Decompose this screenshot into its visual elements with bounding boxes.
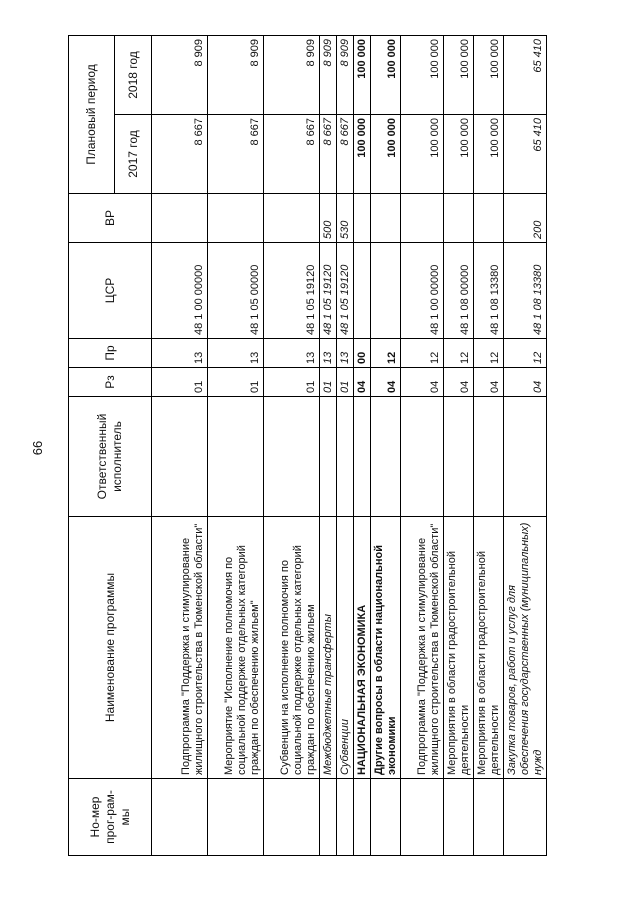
pr-cell: 13 <box>264 339 320 368</box>
vr-cell <box>371 194 401 243</box>
value-2018-cell: 8 909 <box>337 35 354 114</box>
vr-cell <box>474 194 504 243</box>
value-2017-cell: 8 667 <box>208 115 264 194</box>
vr-cell: 200 <box>504 194 547 243</box>
value-2018-cell: 8 909 <box>264 35 320 114</box>
table-row <box>337 35 354 855</box>
csr-cell: 48 1 00 00000 <box>152 243 208 339</box>
value-2017-cell: 100 000 <box>444 115 474 194</box>
program-name-cell: Мероприятия в области градостроительной деятельности <box>474 517 504 779</box>
vr-cell <box>264 194 320 243</box>
row-number-cell <box>320 779 337 856</box>
budget-table <box>68 35 547 856</box>
rz-cell: 01 <box>264 368 320 397</box>
value-2017-cell: 100 000 <box>401 115 444 194</box>
pr-cell: 13 <box>320 339 337 368</box>
row-number-cell <box>337 779 354 856</box>
header-planning-period: Плановый период <box>69 35 115 193</box>
header-rz: Рз <box>69 368 152 397</box>
row-number-cell <box>264 779 320 856</box>
csr-cell: 48 1 05 19120 <box>337 243 354 339</box>
pr-cell: 12 <box>371 339 401 368</box>
executor-cell <box>504 397 547 517</box>
vr-cell <box>444 194 474 243</box>
program-name-cell: Межбюджетные трансферты <box>320 517 337 779</box>
program-name-cell: Подпрограмма "Поддержка и стимулирование жилищного строительства в Тюменской области" <box>152 517 208 779</box>
executor-cell <box>337 397 354 517</box>
header-executor: Ответственный исполнитель <box>69 397 152 517</box>
table-row <box>320 35 337 855</box>
program-name-cell: Другие вопросы в области национальной экономики <box>371 517 401 779</box>
value-2017-cell: 8 667 <box>337 115 354 194</box>
rz-cell: 01 <box>208 368 264 397</box>
table-body <box>152 35 547 855</box>
executor-cell <box>444 397 474 517</box>
table-row <box>264 35 320 855</box>
rz-cell: 01 <box>320 368 337 397</box>
value-2018-cell: 8 909 <box>208 35 264 114</box>
csr-cell: 48 1 05 00000 <box>208 243 264 339</box>
rz-cell: 01 <box>152 368 208 397</box>
rz-cell: 04 <box>354 368 371 397</box>
rotated-page <box>68 36 628 856</box>
vr-cell <box>152 194 208 243</box>
value-2017-cell: 8 667 <box>152 115 208 194</box>
value-2017-cell: 8 667 <box>264 115 320 194</box>
rz-cell: 01 <box>337 368 354 397</box>
rz-cell: 04 <box>401 368 444 397</box>
csr-cell: 48 1 08 13380 <box>474 243 504 339</box>
value-2017-cell: 8 667 <box>320 115 337 194</box>
value-2018-cell: 100 000 <box>444 35 474 114</box>
pr-cell: 12 <box>504 339 547 368</box>
row-number-cell <box>371 779 401 856</box>
rz-cell: 04 <box>474 368 504 397</box>
program-name-cell: Субвенции <box>337 517 354 779</box>
table-row <box>444 35 474 855</box>
pr-cell: 13 <box>152 339 208 368</box>
executor-cell <box>320 397 337 517</box>
vr-cell <box>401 194 444 243</box>
rz-cell: 04 <box>371 368 401 397</box>
program-name-cell: НАЦИОНАЛЬНАЯ ЭКОНОМИКА <box>354 517 371 779</box>
table-row <box>208 35 264 855</box>
pr-cell: 12 <box>444 339 474 368</box>
vr-cell: 500 <box>320 194 337 243</box>
value-2018-cell: 100 000 <box>371 35 401 114</box>
executor-cell <box>264 397 320 517</box>
csr-cell: 48 1 08 00000 <box>444 243 474 339</box>
row-number-cell <box>504 779 547 856</box>
table-row <box>504 35 547 855</box>
header-pr: Пр <box>69 339 152 368</box>
vr-cell <box>354 194 371 243</box>
header-number: Но-мер прог-рам-мы <box>69 779 152 856</box>
csr-cell: 48 1 05 19120 <box>264 243 320 339</box>
table-row <box>354 35 371 855</box>
header-vr: ВР <box>69 194 152 243</box>
pr-cell: 13 <box>337 339 354 368</box>
vr-cell <box>208 194 264 243</box>
csr-cell: 48 1 05 19120 <box>320 243 337 339</box>
row-number-cell <box>401 779 444 856</box>
executor-cell <box>152 397 208 517</box>
header-csr: ЦСР <box>69 243 152 339</box>
program-name-cell: Закупка товаров, работ и услуг для обеспечения государственных (муниципальных) нужд <box>504 517 547 779</box>
executor-cell <box>371 397 401 517</box>
value-2018-cell: 65 410 <box>504 35 547 114</box>
csr-cell <box>354 243 371 339</box>
value-2017-cell: 65 410 <box>504 115 547 194</box>
table-header <box>69 35 152 855</box>
rz-cell: 04 <box>504 368 547 397</box>
csr-cell: 48 1 08 13380 <box>504 243 547 339</box>
table-row <box>152 35 208 855</box>
pr-cell: 00 <box>354 339 371 368</box>
executor-cell <box>474 397 504 517</box>
value-2018-cell: 100 000 <box>401 35 444 114</box>
value-2018-cell: 8 909 <box>320 35 337 114</box>
value-2017-cell: 100 000 <box>354 115 371 194</box>
value-2017-cell: 100 000 <box>371 115 401 194</box>
value-2017-cell: 100 000 <box>474 115 504 194</box>
row-number-cell <box>444 779 474 856</box>
table-row <box>401 35 444 855</box>
executor-cell <box>354 397 371 517</box>
csr-cell <box>371 243 401 339</box>
csr-cell: 48 1 00 00000 <box>401 243 444 339</box>
value-2018-cell: 8 909 <box>152 35 208 114</box>
row-number-cell <box>354 779 371 856</box>
executor-cell <box>401 397 444 517</box>
executor-cell <box>208 397 264 517</box>
value-2018-cell: 100 000 <box>474 35 504 114</box>
row-number-cell <box>152 779 208 856</box>
program-name-cell: Субвенции на исполнение полномочия по социальной поддержке отдельных категорий граждан по обеспечению жильем <box>264 517 320 779</box>
row-number-cell <box>474 779 504 856</box>
header-year-2017: 2017 год <box>115 115 152 194</box>
header-year-2018: 2018 год <box>115 35 152 114</box>
pr-cell: 12 <box>401 339 444 368</box>
table-row <box>371 35 401 855</box>
rz-cell: 04 <box>444 368 474 397</box>
pr-cell: 13 <box>208 339 264 368</box>
pr-cell: 12 <box>474 339 504 368</box>
program-name-cell: Мероприятие "Исполнение полномочия по социальной поддержке отдельных категорий граждан по обеспечению жильем" <box>208 517 264 779</box>
vr-cell: 530 <box>337 194 354 243</box>
program-name-cell: Подпрограмма "Поддержка и стимулирование жилищного строительства в Тюменской области" <box>401 517 444 779</box>
row-number-cell <box>208 779 264 856</box>
table-row <box>474 35 504 855</box>
program-name-cell: Мероприятия в области градостроительной деятельности <box>444 517 474 779</box>
value-2018-cell: 100 000 <box>354 35 371 114</box>
page-number: 66 <box>30 440 45 456</box>
header-program-name: Наименование программы <box>69 517 152 779</box>
